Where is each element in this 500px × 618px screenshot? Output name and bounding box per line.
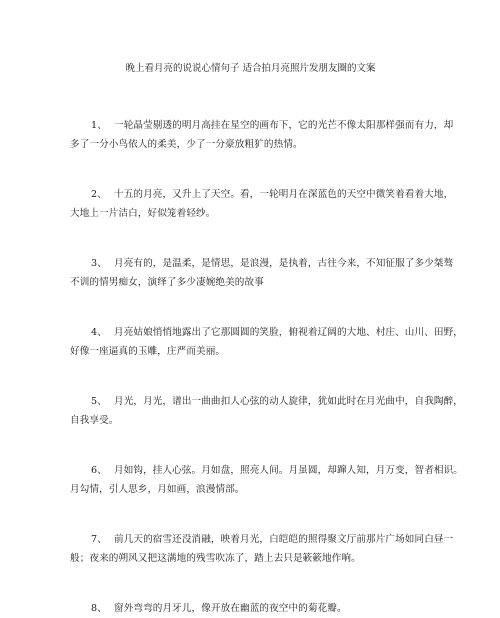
entry-text: 月亮有的，是温柔，是情思，是浪漫，是执着，古往今来，不知征服了多少桀骜: [114, 258, 454, 269]
list-item: [91, 599, 440, 618]
entry-text-continued: 般；夜来的朔风又把这满地的残雪吹冻了，踏上去只是簌簌地作响。: [70, 553, 361, 564]
entry-text-continued: 自我享受。: [70, 415, 119, 426]
entry-text: 前几天的宿雪还没消融，映着月光，白皑皑的照得聚文厅前那片广场如同白昼一: [114, 534, 454, 545]
entry-number: 1、: [91, 120, 107, 131]
entry-text: 月亮姑娘悄悄地露出了它那圆圆的笑脸，俯视着辽阔的大地、村庄、山川、田野，: [114, 327, 463, 338]
entry-number: 3、: [91, 258, 107, 269]
entry-number: 6、: [91, 465, 107, 476]
entry-number: 2、: [91, 189, 107, 200]
entry-text: 十五的月亮，又升上了天空。看，一轮明月在深蓝色的天空中微笑着看着大地，: [114, 189, 454, 200]
entry-line: [91, 530, 454, 549]
entry-line: [91, 185, 454, 204]
entry-text-continued: 大地上一片洁白，好似笼着轻纱。: [70, 208, 216, 219]
entry-text-continued: 不训的情男痴女，演绎了多少凄婉绝美的故事: [70, 277, 264, 288]
entry-text: 月如钩，挂人心弦。月如盘，照亮人间。月虽圆，却蹿人知，月万变，智者相识。: [114, 465, 463, 476]
list-item: [70, 254, 454, 292]
document-title: 晚上看月亮的说说心情句子 适合拍月亮照片发朋友圈的文案: [125, 63, 376, 74]
list-item: [70, 392, 463, 430]
list-item: [70, 461, 463, 499]
entry-line: [91, 116, 454, 135]
entry-text: 月光，月光，谱出一曲曲扣人心弦的动人旋律，犹如此时在月光曲中，自我陶醉，: [114, 396, 463, 407]
entry-number: 7、: [91, 534, 107, 545]
entry-number: 4、: [91, 327, 107, 338]
list-item: [70, 530, 454, 568]
entry-line: [91, 392, 463, 411]
entry-line: [91, 461, 463, 480]
entry-line: [91, 254, 454, 273]
list-item: [70, 185, 454, 223]
list-item: [70, 323, 463, 361]
list-item: [70, 116, 454, 154]
entry-text-continued: 月勾情，引人思乡，月如画，浪漫情部。: [70, 484, 245, 495]
entry-text-continued: 多了一分小鸟依人的柔美，少了一分豪放粗犷的热情。: [70, 139, 303, 150]
entry-line: [91, 599, 440, 618]
entry-line: [91, 323, 463, 342]
entry-text-continued: 好像一座逼真的玉雕，庄严而美丽。: [70, 346, 226, 357]
entry-number: 8、: [91, 603, 107, 614]
entry-text: 一轮晶莹剔透的明月高挂在星空的画布下，它的光芒不像太阳那样强而有力，却: [114, 120, 454, 131]
entry-text: 窗外弯弯的月牙儿，像开放在幽蓝的夜空中的菊花瓣。: [114, 603, 347, 614]
entry-number: 5、: [91, 396, 107, 407]
